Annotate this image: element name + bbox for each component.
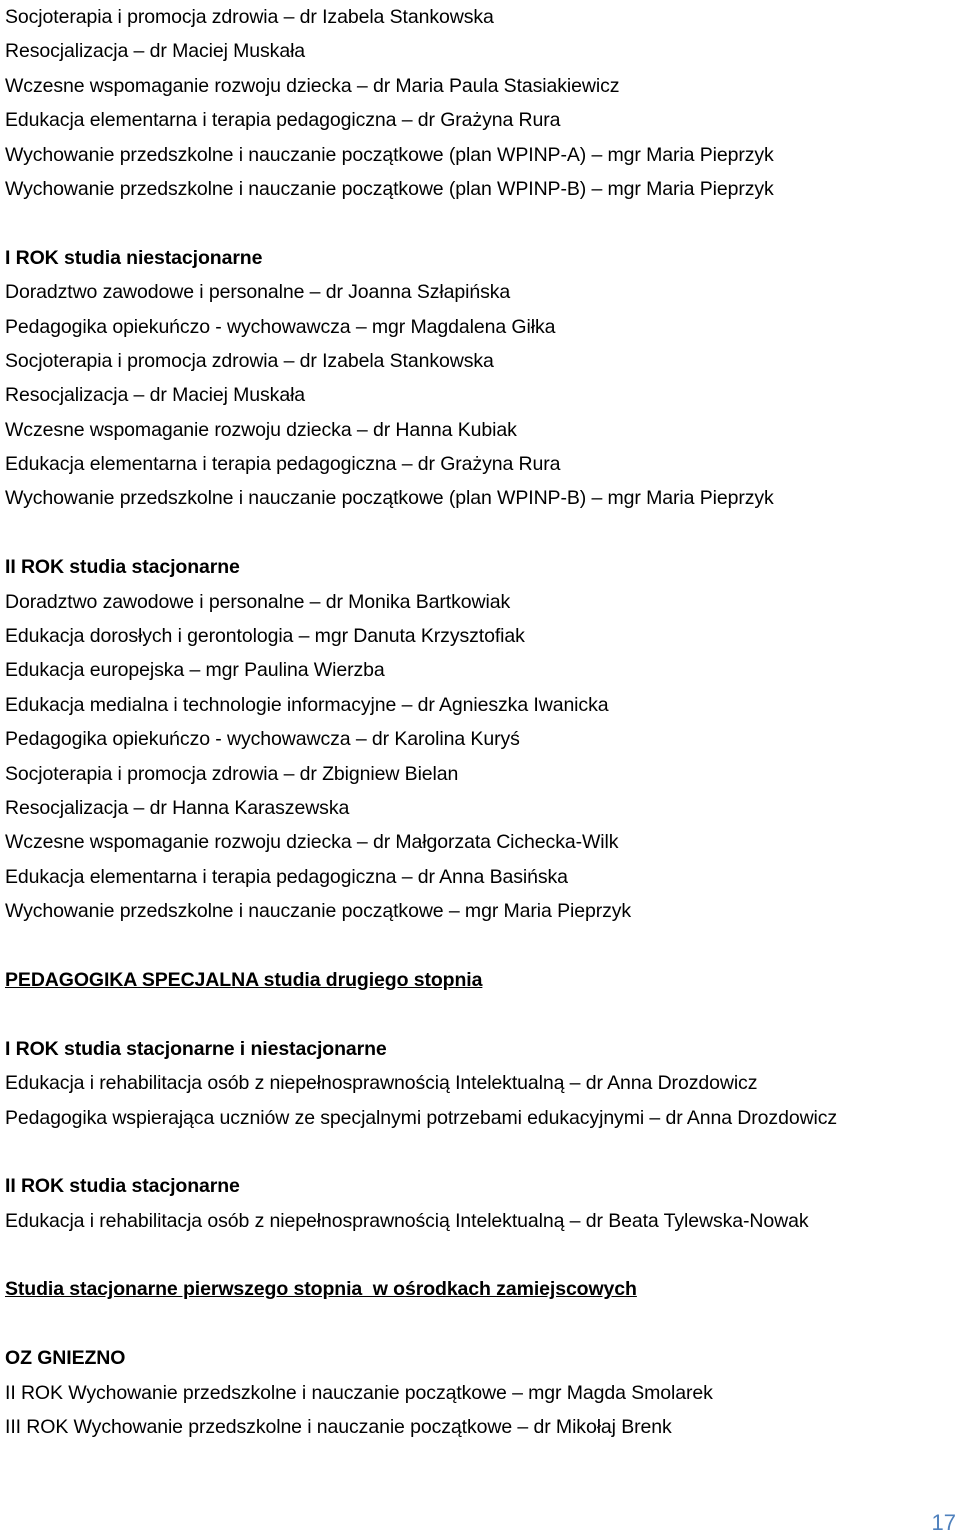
spacer [5, 1135, 955, 1169]
section-year1-part-time [5, 241, 955, 516]
list-item: Wychowanie przedszkolne i nauczanie początkowe (plan WPINP-B) – mgr Maria Pieprzyk [5, 177, 774, 200]
list-item: Wychowanie przedszkolne i nauczanie początkowe (plan WPINP-A) – mgr Maria Pieprzyk [5, 143, 774, 166]
list-item: II ROK Wychowanie przedszkolne i nauczanie początkowe – mgr Magda Smolarek [5, 1381, 713, 1404]
spacer [5, 1307, 955, 1341]
section-heading: II ROK studia stacjonarne [5, 1175, 240, 1198]
list-item: Wczesne wspomaganie rozwoju dziecka – dr Małgorzata Cichecka-Wilk [5, 831, 619, 854]
list-item: Wczesne wspomaganie rozwoju dziecka – dr Maria Paula Stasiakiewicz [5, 74, 620, 97]
document-page [5, 0, 955, 1444]
list-item: III ROK Wychowanie przedszkolne i nauczanie początkowe – dr Mikołaj Brenk [5, 1416, 672, 1439]
spacer [5, 929, 955, 963]
list-item: Edukacja i rehabilitacja osób z niepełnosprawnością Intelektualną – dr Anna Drozdowicz [5, 1072, 758, 1095]
list-item: Socjoterapia i promocja zdrowia – dr Zbigniew Bielan [5, 762, 459, 785]
list-item: Resocjalizacja – dr Maciej Muskała [5, 40, 306, 63]
list-item: Edukacja dorosłych i gerontologia – mgr Danuta Krzysztofiak [5, 625, 525, 648]
section-title: PEDAGOGIKA SPECJALNA studia drugiego stopnia [5, 968, 483, 991]
list-item: Pedagogika opiekuńczo - wychowawcza – mgr Magdalena Giłka [5, 315, 556, 338]
list-item: Wychowanie przedszkolne i nauczanie początkowe – mgr Maria Pieprzyk [5, 900, 632, 923]
list-item: Resocjalizacja – dr Hanna Karaszewska [5, 796, 350, 819]
section-branch-centers [5, 1272, 955, 1444]
list-item: Socjoterapia i promocja zdrowia – dr Izabela Stankowska [5, 349, 494, 372]
spacer [5, 997, 955, 1031]
list-item: Edukacja medialna i technologie informacyjne – dr Agnieszka Iwanicka [5, 693, 609, 716]
section-year2-full-time [5, 550, 955, 928]
list-item: Edukacja elementarna i terapia pedagogiczna – dr Grażyna Rura [5, 453, 561, 476]
section-top [5, 0, 955, 206]
spacer [5, 1238, 955, 1272]
list-item: Edukacja europejska – mgr Paulina Wierzba [5, 659, 385, 682]
list-item: Pedagogika opiekuńczo - wychowawcza – dr Karolina Kuryś [5, 728, 520, 751]
section-special-pedagogy [5, 963, 955, 1238]
section-heading: I ROK studia stacjonarne i niestacjonarne [5, 1037, 387, 1060]
list-item: Edukacja i rehabilitacja osób z niepełnosprawnością Intelektualną – dr Beata Tylewska-Nowak [5, 1209, 809, 1232]
list-item: Wychowanie przedszkolne i nauczanie początkowe (plan WPINP-B) – mgr Maria Pieprzyk [5, 487, 774, 510]
list-item: Pedagogika wspierająca uczniów ze specjalnymi potrzebami edukacyjnymi – dr Anna Drozdowicz [5, 1106, 838, 1129]
page-number: 17 [931, 1510, 956, 1535]
section-title: Studia stacjonarne pierwszego stopnia w ośrodkach zamiejscowych [5, 1278, 637, 1301]
list-item: Doradztwo zawodowe i personalne – dr Monika Bartkowiak [5, 590, 511, 613]
list-item: Edukacja elementarna i terapia pedagogiczna – dr Anna Basińska [5, 865, 568, 888]
list-item: Wczesne wspomaganie rozwoju dziecka – dr Hanna Kubiak [5, 418, 517, 441]
spacer [5, 206, 955, 240]
list-item: Doradztwo zawodowe i personalne – dr Joanna Szłapińska [5, 281, 511, 304]
section-heading: OZ GNIEZNO [5, 1347, 126, 1370]
list-item: Socjoterapia i promocja zdrowia – dr Izabela Stankowska [5, 6, 494, 28]
spacer [5, 516, 955, 550]
list-item: Edukacja elementarna i terapia pedagogiczna – dr Grażyna Rura [5, 109, 561, 132]
section-heading: I ROK studia niestacjonarne [5, 246, 263, 269]
list-item: Resocjalizacja – dr Maciej Muskała [5, 384, 306, 407]
section-heading: II ROK studia stacjonarne [5, 556, 240, 579]
